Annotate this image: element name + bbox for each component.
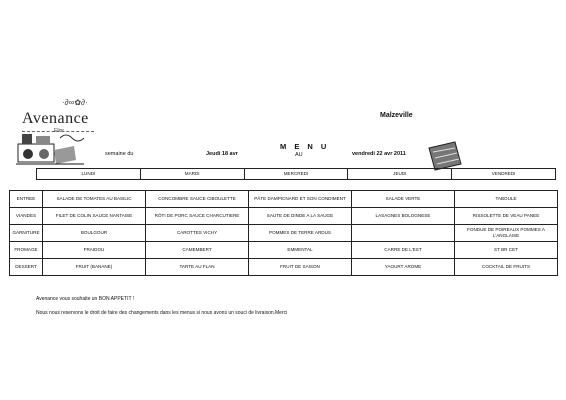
menu-cell: CAROTTES VICHY (146, 225, 249, 242)
table-row (10, 259, 558, 276)
menu-cell: PÂTE DAMPICNARD ET SON CONDIMENT (249, 191, 352, 208)
menu-cell: CARRE DE L'EST (352, 242, 455, 259)
day-monday: LUNDI (37, 169, 141, 179)
day-header-row (36, 168, 556, 180)
menu-cell (352, 225, 455, 242)
menu-cell: FRUIT (BANANE) (43, 259, 146, 276)
end-date: vendredi 22 avr 2011 (352, 151, 406, 157)
menu-cell: EMMENTAL (249, 242, 352, 259)
menu-title: M E N U (280, 142, 330, 151)
menu-table (9, 190, 558, 276)
menu-cell: ST BR CET (455, 242, 558, 259)
to-label: AU (295, 152, 303, 158)
menu-cell: SAUTE DE DINDE A LA SAUGE (249, 208, 352, 225)
day-wednesday: MERCREDI (245, 169, 349, 179)
row-label: VIANDES (10, 208, 43, 225)
row-label: GARNITURE (10, 225, 43, 242)
menu-cell: COCKTAIL DE FRUITS (455, 259, 558, 276)
menu-cell: TABOULE (455, 191, 558, 208)
logo-subtitle: Elior (54, 128, 65, 134)
menu-cell: FRAIDOU (43, 242, 146, 259)
table-row (10, 208, 558, 225)
row-label: DESSERT (10, 259, 43, 276)
footer-greeting: Avenance vous souhaite un BON APPETIT ! (36, 296, 135, 302)
row-label: FROMAGE (10, 242, 43, 259)
menu-cell: CAMEMBERT (146, 242, 249, 259)
day-thursday: JEUDI (348, 169, 452, 179)
menu-cell: FONDUE DE POIREAUX POMMES A L'ANGLAISE (455, 225, 558, 242)
menu-cell: YAOURT AROME (352, 259, 455, 276)
menu-cell: CONCOMBRE SAUCE CIBOULETTE (146, 191, 249, 208)
menu-cell: RÔTI DE PORC SAUCE CHARCUTIERE (146, 208, 249, 225)
menu-cell: BOULGOUR (43, 225, 146, 242)
week-label: semaine du (105, 151, 134, 157)
menu-cell: FILET DE COLIN SAUCE NANTAISE (43, 208, 146, 225)
city-name: Malzeville (380, 112, 413, 119)
menu-cell: FRUIT DE SAISON (249, 259, 352, 276)
footer-disclaimer: Nous nous reservons le droit de faire des changements dans les menus si nous avons un souci de livraison.Merci (36, 310, 288, 316)
menu-cell: SALADE VERTE (352, 191, 455, 208)
table-row (10, 225, 558, 242)
logo-name: Avenance (22, 110, 89, 127)
menu-cell: SALADE DE TOMATES AU BASILIC (43, 191, 146, 208)
start-date: Jeudi 18 avr (206, 151, 238, 157)
table-row (10, 242, 558, 259)
menu-cell: POMMES DE TERRE ARDUS (249, 225, 352, 242)
table-row (10, 191, 558, 208)
day-tuesday: MARDI (141, 169, 245, 179)
cooking-clipart-left (14, 130, 104, 170)
menu-cell: RISSOLETTE DE VEAU PANEE (455, 208, 558, 225)
day-friday: VENDREDI (491, 171, 516, 176)
row-label: ENTREE (10, 191, 43, 208)
avenance-logo (22, 98, 102, 132)
menu-cell: TARTE AU FLAN (146, 259, 249, 276)
menu-cell: LASAGNES BOLOGNESE (352, 208, 455, 225)
logo-ornament: ·∂∞✿∂· (62, 98, 88, 107)
